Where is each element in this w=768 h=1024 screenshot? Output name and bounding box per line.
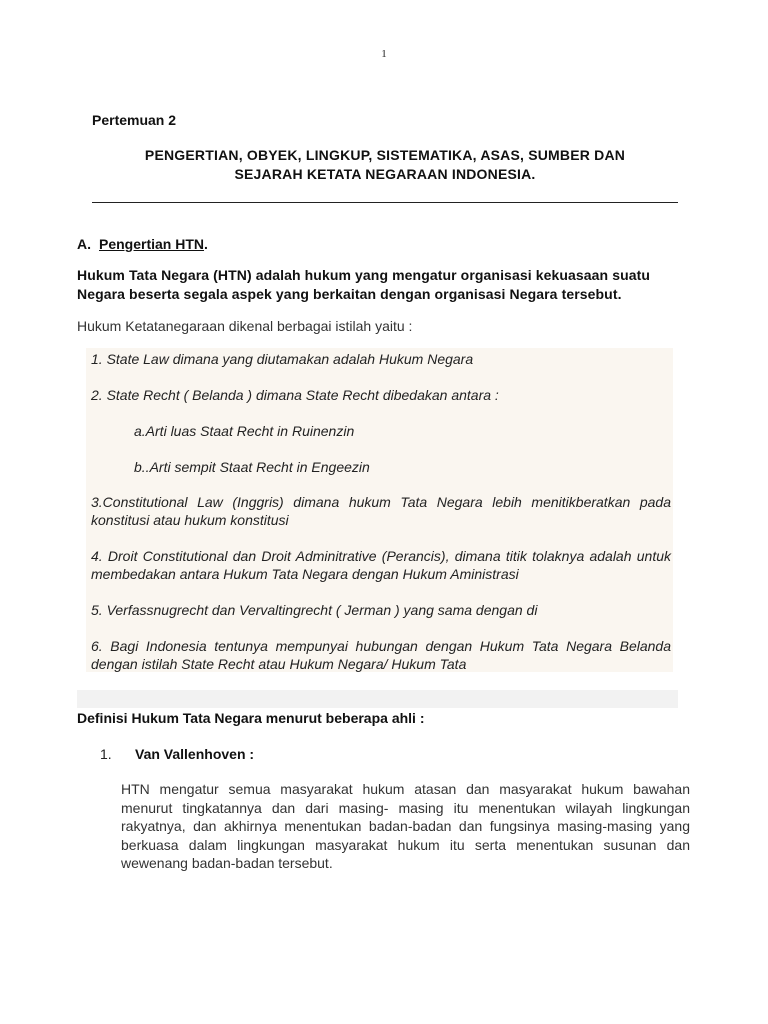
horizontal-rule [92,202,678,203]
term-item: 1. State Law dimana yang diutamakan adalah Hukum Negara [91,351,474,367]
title-line-1: PENGERTIAN, OBYEK, LINGKUP, SISTEMATIKA, ASAS, SUMBER DAN [144,147,626,163]
definition-line-1: Hukum Tata Negara (HTN) adalah hukum yang mengatur organisasi kekuasaan suatu [77,267,651,283]
term-item: 2. State Recht ( Belanda ) dimana State Recht dibedakan antara : [91,387,499,403]
title-line-2: SEJARAH KETATA NEGARAAN INDONESIA. [234,166,536,182]
section-a-heading [77,236,208,252]
expert-number: 1. [100,746,112,762]
definition-line-2: Negara beserta segala aspek yang berkaitan dengan organisasi Negara tersebut. [77,286,622,302]
expert-definition-text: HTN mengatur semua masyarakat hukum atasan dan masyarakat hukum bawahan menurut tingkatannya dan dari masing- masing itu menentukan wilayah lingkungan rakyatnya, dan akhirnya menentukan badan-badan dan fungsinya masing-masing yang berkuasa dalam lingkungan masyarakat hukum itu serta menentukan susunan dan wewenang badan-badan tersebut. [121,781,690,871]
section-heading-text: Pengertian HTN [99,236,205,252]
term-item: 4. Droit Constitutional dan Droit Adminitrative (Perancis), dimana titik tolaknya adalah untuk membedakan antara Hukum Tata Negara dengan Hukum Aministrasi [91,548,671,582]
terms-intro: Hukum Ketatanegaraan dikenal berbagai istilah yaitu : [77,318,413,334]
term-item: 5. Verfassnugrecht dan Vervaltingrecht ( Jerman ) yang sama dengan di [91,602,538,618]
htn-definition [77,266,689,304]
term-item: 3.Constitutional Law (Inggris) dimana hukum Tata Negara lebih menitikberatkan pada konstitusi atau hukum konstitusi [91,494,671,528]
meeting-label: Pertemuan 2 [92,112,177,128]
term-subitem: a.Arti luas Staat Recht in Ruinenzin [134,423,355,439]
term-item: 6. Bagi Indonesia tentunya mempunyai hubungan dengan Hukum Tata Negara Belanda dengan istilah State Recht atau Hukum Negara/ Hukum Tata [91,638,671,672]
shaded-divider-bar [77,690,678,708]
section-heading-period: . [204,236,208,252]
section-letter: A. [77,236,91,252]
expert-name: Van Vallenhoven : [135,746,255,762]
page-number: 1 [381,48,387,60]
experts-heading: Definisi Hukum Tata Negara menurut beberapa ahli : [77,710,425,726]
term-subitem: b..Arti sempit Staat Recht in Engeezin [134,459,370,475]
document-title [92,146,678,184]
